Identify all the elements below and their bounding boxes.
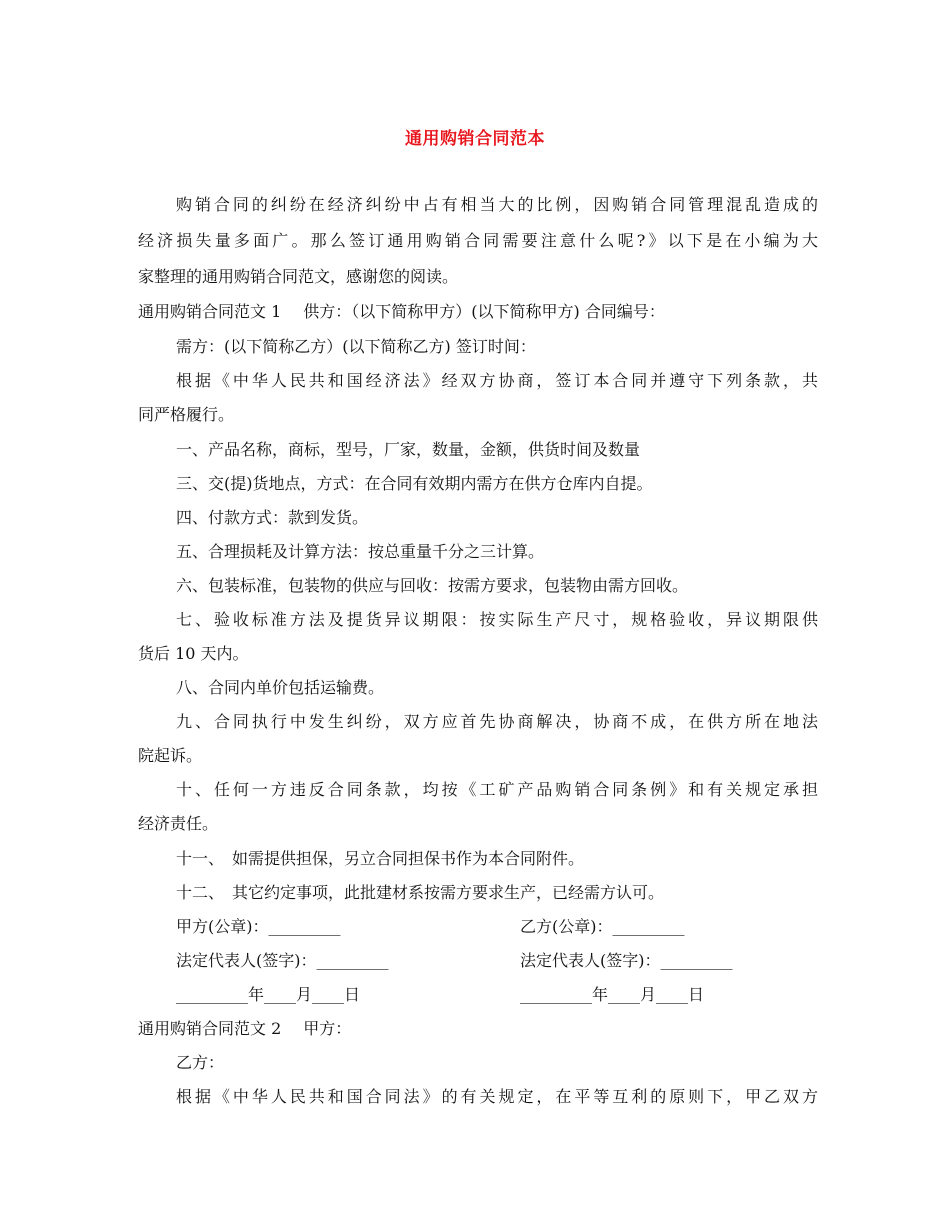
clause-4: 四、付款方式：款到发货。 [176, 508, 369, 527]
clause-9-line-1: 九、合同执行中发生纠纷，双方应首先协商解决，协商不成，在供方所在地法 [176, 712, 818, 731]
party-a-representative: 法定代表人(签字)：_________ [176, 951, 389, 970]
section1-heading [138, 301, 818, 323]
section1-title: 通用购销合同范文 1 [138, 302, 282, 321]
section1-basis-line-1: 根据《中华人民共和国经济法》经双方协商，签订本合同并遵守下列条款，共 [176, 371, 818, 390]
section2-heading [138, 1018, 818, 1040]
document-title: 通用购销合同范本 [405, 129, 545, 149]
clause-7-line-2: 货后 10 天内。 [138, 644, 249, 663]
section1-basis-line-2: 同严格履行。 [138, 405, 235, 424]
party-a-date: _________年____月____日 [176, 985, 361, 1004]
intro-line-1: 购销合同的纠纷在经济纠纷中占有相当大的比例，因购销合同管理混乱造成的 [176, 195, 818, 214]
intro-line-2: 经济损失量多面广。那么签订通用购销合同需要注意什么呢?》以下是在小编为大 [138, 231, 818, 250]
section1-buyer: 需方：(以下简称乙方）(以下简称乙方) 签订时间： [176, 337, 536, 356]
clause-3: 三、交(提)货地点，方式：在合同有效期内需方在供方仓库内自提。 [176, 474, 653, 493]
party-b-date: _________年____月____日 [520, 985, 705, 1004]
intro-line-3: 家整理的通用购销合同范文，感谢您的阅读。 [138, 267, 459, 286]
clause-7-line-1: 七、验收标准方法及提货异议期限：按实际生产尺寸，规格验收，异议期限供 [176, 610, 818, 629]
clause-8: 八、合同内单价包括运输费。 [176, 678, 385, 697]
clause-1: 一、产品名称，商标，型号，厂家，数量，金额，供货时间及数量 [176, 440, 641, 459]
section2-basis: 根据《中华人民共和国合同法》的有关规定，在平等互利的原则下，甲乙双方 [176, 1087, 818, 1106]
clause-10-line-2: 经济责任。 [138, 814, 219, 833]
section1-supplier: 供方：（以下简称甲方）(以下简称甲方) 合同编号： [303, 302, 665, 321]
clause-5: 五、合理损耗及计算方法：按总重量千分之三计算。 [176, 542, 545, 561]
clause-6: 六、包装标准，包装物的供应与回收：按需方要求，包装物由需方回收。 [176, 576, 689, 595]
section2-party-a: 甲方： [303, 1019, 352, 1038]
section2-title: 通用购销合同范文 2 [138, 1019, 282, 1038]
clause-9-line-2: 院起诉。 [138, 746, 203, 765]
section2-party-b: 乙方： [176, 1053, 225, 1072]
party-a-seal: 甲方(公章)：_________ [176, 917, 341, 936]
clause-12: 十二、 其它约定事项，此批建材系按需方要求生产，已经需方认可。 [176, 883, 665, 902]
clause-11: 十一、 如需提供担保，另立合同担保书作为本合同附件。 [176, 849, 585, 868]
party-b-representative: 法定代表人(签字)：_________ [520, 951, 733, 970]
clause-10-line-1: 十、任何一方违反合同条款，均按《工矿产品购销合同条例》和有关规定承担 [176, 780, 818, 799]
party-b-seal: 乙方(公章)：_________ [520, 917, 685, 936]
